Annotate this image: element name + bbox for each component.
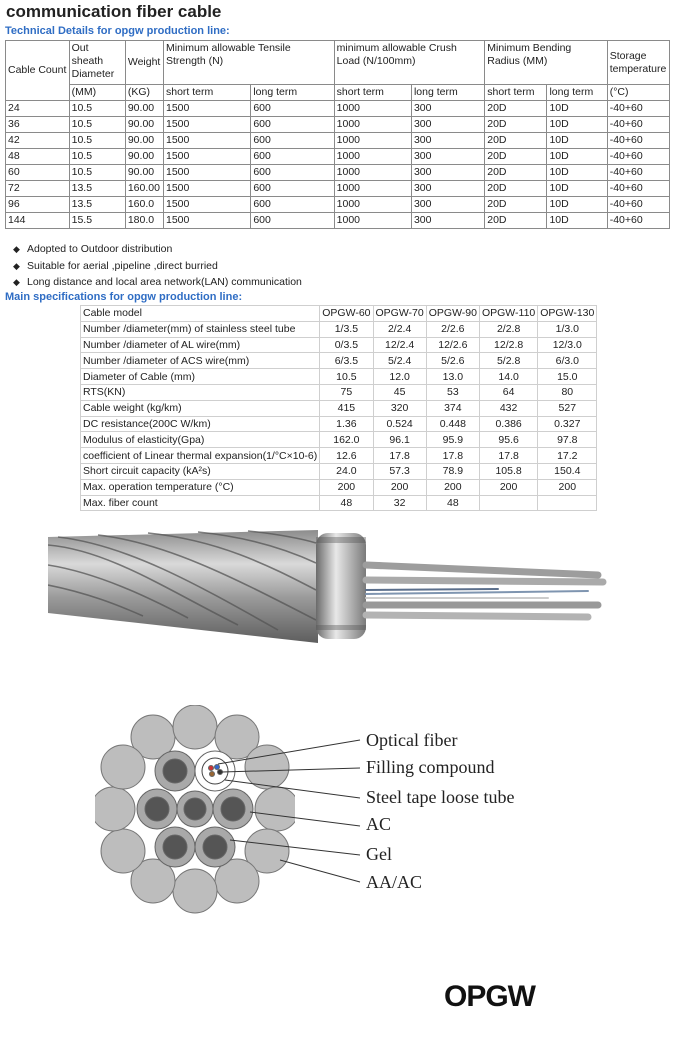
table-cell: 415: [320, 400, 373, 416]
table-cell: 48: [426, 495, 479, 511]
table-cell: 600: [251, 149, 334, 165]
table-cell: 0.448: [426, 416, 479, 432]
table-cell: 1.36: [320, 416, 373, 432]
table-cell: DC resistance(200C W/km): [81, 416, 320, 432]
table-cell: 24: [6, 101, 70, 117]
table-cell: 45: [373, 384, 426, 400]
table-header-cell: OPGW-110: [479, 306, 537, 322]
table-cell: 162.0: [320, 432, 373, 448]
table-cell: 90.00: [125, 117, 163, 133]
table-cell: 20D: [485, 133, 547, 149]
table-cell: 5/2.8: [479, 353, 537, 369]
opgw-label: OPGW: [444, 980, 535, 1013]
table-cell: 300: [411, 197, 484, 213]
table-cell: -40+60: [607, 133, 669, 149]
table-header-cell: OPGW-90: [426, 306, 479, 322]
table-cell: 1/3.0: [538, 321, 597, 337]
table-cell: 10D: [547, 149, 607, 165]
header-tensile: Minimum allowable Tensile Strength (N): [163, 41, 334, 85]
table-cell: 97.8: [538, 432, 597, 448]
diamond-bullet-icon: ◆: [13, 277, 20, 287]
table-cell: 12/2.8: [479, 337, 537, 353]
table-cell: -40+60: [607, 213, 669, 229]
table-cell: 10.5: [69, 149, 125, 165]
table-cell: 600: [251, 213, 334, 229]
table-cell: 600: [251, 117, 334, 133]
table-cell: 1000: [334, 149, 411, 165]
table-cell: 10D: [547, 197, 607, 213]
table-cell: 17.8: [426, 448, 479, 464]
table-cell: 600: [251, 133, 334, 149]
table-cell: 96.1: [373, 432, 426, 448]
unit-bending-short: short term: [485, 85, 547, 101]
table-cell: 12/2.4: [373, 337, 426, 353]
table-cell: 1500: [163, 197, 250, 213]
table-cell: 10.5: [69, 165, 125, 181]
unit-crush-long: long term: [411, 85, 484, 101]
table-cell: 0.327: [538, 416, 597, 432]
table-cell: Max. operation temperature (°C): [81, 479, 320, 495]
header-storage: Storage temperature: [607, 41, 669, 85]
table-cell: 10D: [547, 117, 607, 133]
table-header-cell: OPGW-60: [320, 306, 373, 322]
table-cell: 78.9: [426, 463, 479, 479]
table-cell: -40+60: [607, 149, 669, 165]
table-cell: 48: [6, 149, 70, 165]
table-cell: 1500: [163, 165, 250, 181]
table-cell: 300: [411, 101, 484, 117]
header-weight: Weight: [125, 41, 163, 85]
page-title: communication fiber cable: [6, 2, 222, 21]
list-item: ◆ Suitable for aerial ,pipeline ,direct burried: [13, 258, 302, 275]
table-cell: coefficient of Linear thermal expansion(1/°C×10-6): [81, 448, 320, 464]
table-cell: 20D: [485, 165, 547, 181]
table-cell: 12.0: [373, 369, 426, 385]
table-cell: 20D: [485, 197, 547, 213]
list-item: ◆ Long distance and local area network(LAN) communication: [13, 274, 302, 291]
table-cell: 13.0: [426, 369, 479, 385]
table-cell: 10D: [547, 181, 607, 197]
table-cell: 1500: [163, 101, 250, 117]
table-cell: -40+60: [607, 197, 669, 213]
table-cell: 95.6: [479, 432, 537, 448]
table-cell: 600: [251, 101, 334, 117]
table-cell: 48: [320, 495, 373, 511]
table-cell: 90.00: [125, 133, 163, 149]
table-cell: 1500: [163, 117, 250, 133]
table-cell: 300: [411, 149, 484, 165]
table-header-cell: OPGW-130: [538, 306, 597, 322]
table-cell: 1000: [334, 213, 411, 229]
table-cell: -40+60: [607, 165, 669, 181]
table-cell: 10.5: [320, 369, 373, 385]
table-cell: 1500: [163, 213, 250, 229]
table-cell: 300: [411, 117, 484, 133]
table-cell: 72: [6, 181, 70, 197]
table-cell: Diameter of Cable (mm): [81, 369, 320, 385]
table-cell: 13.5: [69, 181, 125, 197]
label-aa-ac: AA/AC: [366, 872, 423, 892]
table-cell: 1000: [334, 133, 411, 149]
table-cell: -40+60: [607, 117, 669, 133]
table-cell: 36: [6, 117, 70, 133]
table-header-cell: Cable model: [81, 306, 320, 322]
unit-bending-long: long term: [547, 85, 607, 101]
table-cell: -40+60: [607, 181, 669, 197]
table-cell: 527: [538, 400, 597, 416]
table-cell: 5/2.4: [373, 353, 426, 369]
table-cell: 20D: [485, 117, 547, 133]
table-cell: 96: [6, 197, 70, 213]
table-cell: 42: [6, 133, 70, 149]
table-cell: 10.5: [69, 117, 125, 133]
table-cell: 17.2: [538, 448, 597, 464]
table-cell: 2/2.4: [373, 321, 426, 337]
header-bending: Minimum Bending Radius (MM): [485, 41, 607, 85]
table-cell: 300: [411, 181, 484, 197]
table-cell: 1000: [334, 197, 411, 213]
table-cell: Cable weight (kg/km): [81, 400, 320, 416]
table-cell: 1500: [163, 133, 250, 149]
table-cell: 200: [479, 479, 537, 495]
table-cell: 1500: [163, 181, 250, 197]
table-cell: 105.8: [479, 463, 537, 479]
table-cell: Number /diameter of ACS wire(mm): [81, 353, 320, 369]
table-cell: 10.5: [69, 101, 125, 117]
table-cell: 90.00: [125, 149, 163, 165]
table-cell: 320: [373, 400, 426, 416]
table-cell: 2/2.8: [479, 321, 537, 337]
table-cell: -40+60: [607, 101, 669, 117]
table-cell: 10D: [547, 101, 607, 117]
table-cell: 180.0: [125, 213, 163, 229]
unit-tensile-short: short term: [163, 85, 250, 101]
table-cell: 24.0: [320, 463, 373, 479]
table-cell: Number /diameter of AL wire(mm): [81, 337, 320, 353]
table-cell: 13.5: [69, 197, 125, 213]
table-cell: Modulus of elasticity(Gpa): [81, 432, 320, 448]
table-cell: 200: [426, 479, 479, 495]
table-cell: 20D: [485, 181, 547, 197]
diamond-bullet-icon: ◆: [13, 260, 20, 271]
table-cell: 1000: [334, 181, 411, 197]
table-cell: 10D: [547, 165, 607, 181]
table-cell: 374: [426, 400, 479, 416]
table-cell: 32: [373, 495, 426, 511]
table-cell: 0.524: [373, 416, 426, 432]
label-steel-tape-loose-tube: Steel tape loose tube: [366, 787, 515, 807]
table-cell: 160.00: [125, 181, 163, 197]
table-cell: 10D: [547, 133, 607, 149]
table-cell: 75: [320, 384, 373, 400]
table-cell: 1000: [334, 165, 411, 181]
table-cell: 10D: [547, 213, 607, 229]
table-cell: 12.6: [320, 448, 373, 464]
table-cell: 17.8: [373, 448, 426, 464]
table-cell: 300: [411, 165, 484, 181]
label-ac: AC: [366, 814, 392, 834]
spec-subtitle: Main specifications for opgw production line:: [5, 291, 243, 303]
table-cell: 12/2.6: [426, 337, 479, 353]
table-cell: Short circuit capacity (kA²s): [81, 463, 320, 479]
table-cell: 1/3.5: [320, 321, 373, 337]
header-diameter: Out sheath Diameter: [69, 41, 125, 85]
table-cell: 6/3.0: [538, 353, 597, 369]
label-gel: Gel: [366, 844, 392, 864]
table-cell: RTS(KN): [81, 384, 320, 400]
table-cell: 60: [6, 165, 70, 181]
table-cell: 20D: [485, 149, 547, 165]
table-cell: 432: [479, 400, 537, 416]
table-cell: 150.4: [538, 463, 597, 479]
table-cell: 15.0: [538, 369, 597, 385]
header-crush: minimum allowable Crush Load (N/100mm): [334, 41, 485, 85]
header-cable-count: Cable Count: [6, 41, 70, 101]
table-cell: 20D: [485, 213, 547, 229]
table-cell: 600: [251, 181, 334, 197]
table-cell: 10.5: [69, 133, 125, 149]
table-cell: 57.3: [373, 463, 426, 479]
label-filling-compound: Filling compound: [366, 757, 495, 777]
table-cell: 1000: [334, 117, 411, 133]
table-cell: 90.00: [125, 165, 163, 181]
list-item: ◆ Adopted to Outdoor distribution: [13, 241, 302, 258]
table-cell: 5/2.6: [426, 353, 479, 369]
label-optical-fiber: Optical fiber: [366, 730, 458, 750]
table-cell: 300: [411, 213, 484, 229]
table-cell: 20D: [485, 101, 547, 117]
unit-weight: (KG): [125, 85, 163, 101]
table-cell: 2/2.6: [426, 321, 479, 337]
table-cell: 90.00: [125, 101, 163, 117]
table-cell: 14.0: [479, 369, 537, 385]
table-cell: 12/3.0: [538, 337, 597, 353]
table-cell: 300: [411, 133, 484, 149]
diamond-bullet-icon: ◆: [13, 244, 20, 254]
table-cell: 1000: [334, 101, 411, 117]
table-header-cell: OPGW-70: [373, 306, 426, 322]
table-cell: 64: [479, 384, 537, 400]
unit-storage: (°C): [607, 85, 669, 101]
table-cell: 6/3.5: [320, 353, 373, 369]
table-cell: 17.8: [479, 448, 537, 464]
table-cell: Number /diameter(mm) of stainless steel tube: [81, 321, 320, 337]
table-cell: 95.9: [426, 432, 479, 448]
table-cell: 600: [251, 165, 334, 181]
table-cell: 600: [251, 197, 334, 213]
table-cell: 1500: [163, 149, 250, 165]
tech-subtitle: Technical Details for opgw production line:: [5, 25, 230, 37]
unit-crush-short: short term: [334, 85, 411, 101]
table-cell: 200: [373, 479, 426, 495]
table-cell: 0.386: [479, 416, 537, 432]
table-cell: 144: [6, 213, 70, 229]
table-cell: 0/3.5: [320, 337, 373, 353]
unit-diameter: (MM): [69, 85, 125, 101]
table-cell: Max. fiber count: [81, 495, 320, 511]
table-cell: 15.5: [69, 213, 125, 229]
table-cell: 160.0: [125, 197, 163, 213]
table-cell: 200: [320, 479, 373, 495]
table-cell: 80: [538, 384, 597, 400]
table-cell: 200: [538, 479, 597, 495]
unit-tensile-long: long term: [251, 85, 334, 101]
table-cell: 53: [426, 384, 479, 400]
